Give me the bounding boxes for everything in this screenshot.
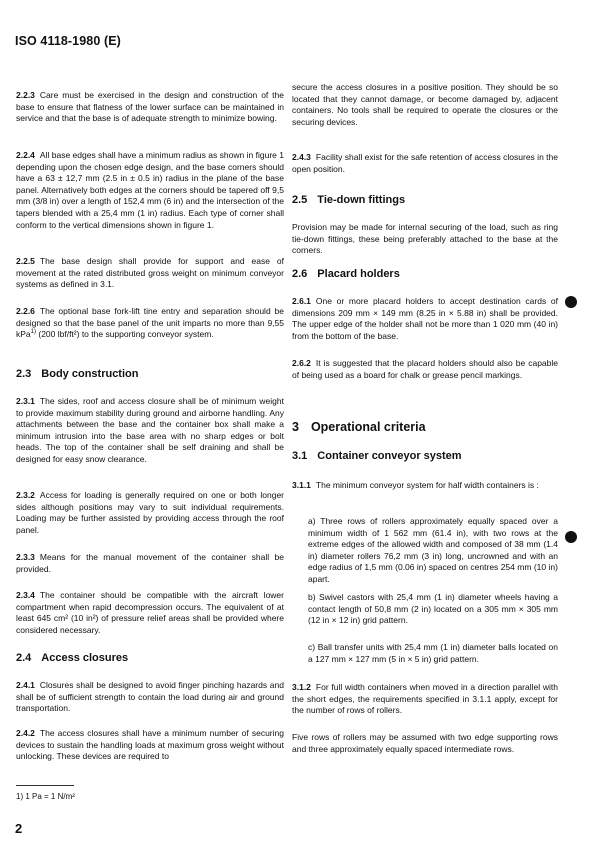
document-header: ISO 4118-1980 (E) xyxy=(15,34,121,48)
section-heading-2-4: 2.4 Access closures xyxy=(16,652,129,664)
clause-2-6-1: 2.6.1 One or more placard holders to accept destination cards of dimensions 209 mm × 149 mm (8.25 in × 5.88 in) shall be provided. The upper edge of the holder shall not be more than 1 020 mm (40 in) from the bottom of the base. xyxy=(292,296,558,341)
list-item-b: b) Swivel castors with 25,4 mm (1 in) diameter wheels having a contact length of 50,8 mm (2 in) located on a 305 mm × 305 mm (12 in × 12 in) grid pattern. xyxy=(308,592,558,626)
clause-2-6-2: 2.6.2 It is suggested that the placard holders should also be capable of being used as a board for chalk or grease pencil markings. xyxy=(292,358,558,380)
clause-2-3-3: 2.3.3 Means for the manual movement of the container shall be provided. xyxy=(16,552,284,574)
footnote: 1) 1 Pa = 1 N/m² xyxy=(16,792,75,801)
clause-2-2-3: 2.2.3 Care must be exercised in the design and construction of the base to ensure that flatness of the lower surface can be maintained in service and that the base is of adequate strength to minimize bowing. xyxy=(16,90,284,124)
clause-2-3-1: 2.3.1 The sides, roof and access closure shall be of minimum weight to provide maximum stability during ground and airborne handling. Any attachments between the base and the container box shall make a minimum intrusion into the base area with no sharp edges or bolt heads. The top of the container shall be self draining and shall be designed for easy snow clearance. xyxy=(16,396,284,464)
clause-2-4-2: 2.4.2 The access closures shall have a minimum number of securing devices to sustain the handling loads at maximum gross weight without unlocking. These devices are required to xyxy=(16,728,284,762)
section-heading-2-3: 2.3 Body construction xyxy=(16,368,139,380)
list-item-c: c) Ball transfer units with 25,4 mm (1 in) diameter balls located on a 127 mm × 127 mm (5 in × 5 in) grid pattern. xyxy=(308,642,558,664)
change-bar-dot xyxy=(565,296,577,308)
page-number: 2 xyxy=(15,821,23,836)
section-heading-2-6: 2.6 Placard holders xyxy=(292,268,400,280)
clause-3-1-2: 3.1.2 For full width containers when moved in a direction parallel with the short edges, the requirements specified in 3.1.1 apply, except for the number of rows of rollers. xyxy=(292,682,558,716)
clause-2-4-3: 2.4.3 Facility shall exist for the safe retention of access closures in the open position. xyxy=(292,152,558,174)
section-heading-3: 3 Operational criteria xyxy=(292,420,426,434)
section-heading-3-1: 3.1 Container conveyor system xyxy=(292,450,462,462)
clause-2-3-4: 2.3.4 The container should be compatible with the aircraft lower compartment when rapid decompression occurs. The equivalent of at least 645 cm² (10 in²) of pressure relief areas shall be provided where considered necessary. xyxy=(16,590,284,635)
clause-2-4-2-continued: secure the access closures in a positive position. They should be so located that they cannot damage, or become damaged by, adjacent containers. No tools shall be required to operate the closures or the securing devices. xyxy=(292,82,558,127)
clause-2-4-1: 2.4.1 Closures shall be designed to avoid finger pinching hazards and shall be of sufficient strength to contain the load during air and ground transportation. xyxy=(16,680,284,714)
section-heading-2-5: 2.5 Tie-down fittings xyxy=(292,194,406,206)
change-bar-dot xyxy=(565,531,577,543)
clause-3-1-2-continued: Five rows of rollers may be assumed with two edge supporting rows and three approximately equally spaced intermediate rows. xyxy=(292,732,558,754)
clause-2-2-6: 2.2.6 The optional base fork-lift tine entry and separation should be designed so that the base panel of the unit imparts no more than 9,55 kPa$^{1)}$ (200 lbf/ft²) to the supporting conveyor system. xyxy=(16,306,284,340)
clause-2-2-4: 2.2.4 All base edges shall have a minimum radius as shown in figure 1 depending upon the chosen edge design, and the base corners should have a 63 ± 12,7 mm (2.5 in ± 0.5 in) radius in the plane of the base panel. Alternatively both edges at the corners should be tapered off 9,5 mm (3/8 in) over a length of 152,4 mm (6 in) and the intersection of the tapers blended with a 25,4 mm (1 in) radius. Each type of corner shall conform to the vertical dimensions shown in figure 1. xyxy=(16,150,284,230)
clause-2-2-5: 2.2.5 The base design shall provide for support and ease of movement at the rated distributed gross weight on minimum conveyor systems as defined in 3.1. xyxy=(16,256,284,290)
clause-2-3-2: 2.3.2 Access for loading is generally required on one or both longer sides although positions may vary to suit individual requirements. Loading may be further assisted by providing access through the roof panel. xyxy=(16,490,284,535)
footnote-rule xyxy=(16,785,74,786)
clause-3-1-1: 3.1.1 The minimum conveyor system for half width containers is : xyxy=(292,480,539,490)
clause-2-5-text: Provision may be made for internal securing of the load, such as ring tie-down fittings, these being preferably attached to the base at the corners. xyxy=(292,222,558,256)
list-item-a: a) Three rows of rollers approximately equally spaced over a minimum width of 1 562 mm (61.4 in), with two rows at the extreme edges of the allowed width and composed of 38 mm (1.4 in) diameter rollers 76,2 mm (3 in) long, uncrowned and with an edge radius of 1,5 mm (0.06 in) spaced on centres 254 mm (10 in) apart. xyxy=(308,516,558,584)
